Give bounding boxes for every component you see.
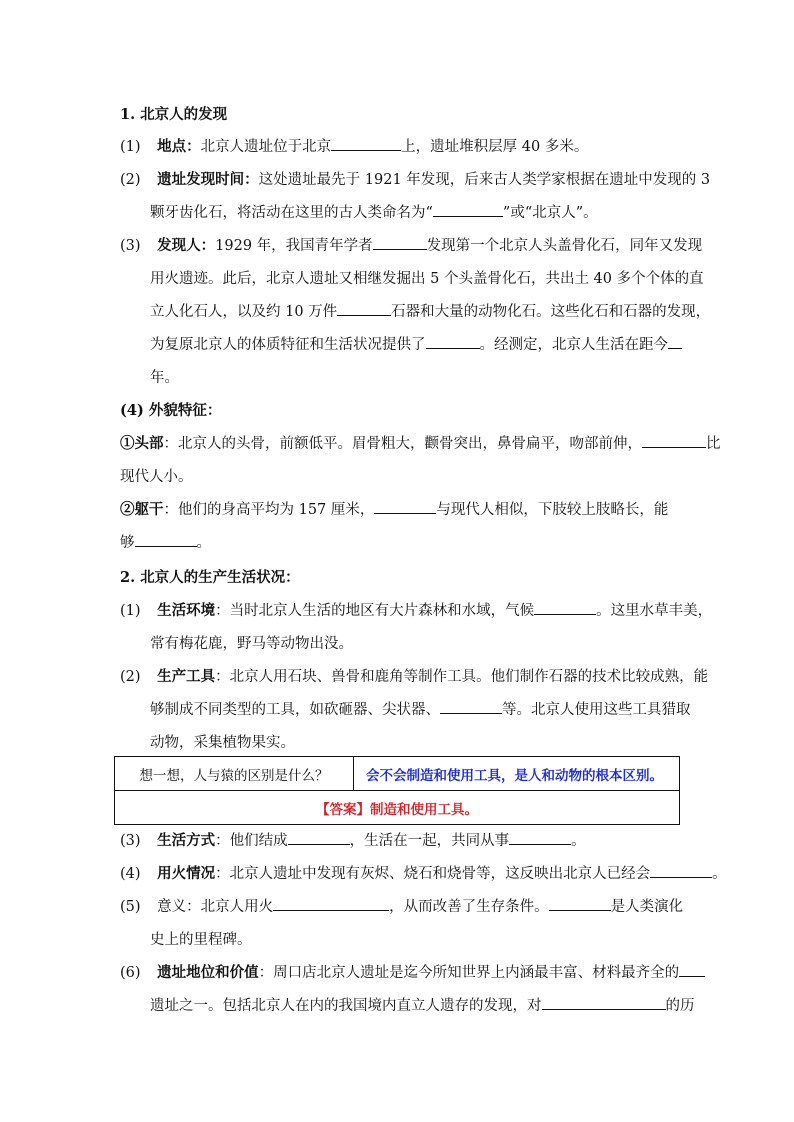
think-answer: 【答案】制造和使用工具。 — [115, 791, 680, 825]
item-2-1-line2: 常有梅花鹿，野马等动物出没。 — [150, 636, 353, 652]
item-2-4: (4) 用火情况：北京人遗址中发现有灰烬、烧石和烧骨等，这反映出北京人已经会 。 — [120, 865, 727, 882]
think-question: 想一想，人与猿的区别是什么？ — [115, 757, 354, 791]
blank[interactable] — [426, 334, 480, 349]
item-2-5-line2: 史上的里程碑。 — [150, 932, 252, 948]
blank[interactable] — [374, 499, 436, 514]
item-2-3: (3) 生活方式：他们结成 ，生活在一起，共同从事 。 — [120, 832, 586, 849]
head-feature-line2: 现代人小。 — [120, 469, 193, 485]
body-feature-line2: 够 。 — [120, 531, 211, 552]
item-2-6: (6) 遗址地位和价值：周口店北京人遗址是迄今所知世界上内涵最丰富、材料最齐全的 — [120, 961, 705, 982]
item-2-2-line2: 够制成不同类型的工具，如砍砸器、尖状器、 等。北京人使用这些工具猎取 — [150, 698, 691, 719]
item-2-1: (1) 生活环境：当时北京人生活的地区有大片森林和水域，气候 。这里水草丰美， — [120, 602, 713, 619]
item-1-2: (2) 遗址发现时间：这处遗址最先于 1921 年发现，后来古人类学家根据在遗址中发现的 3 — [120, 171, 711, 188]
blank[interactable] — [679, 962, 705, 977]
item-1-3: (3) 发现人：1929 年，我国青年学者 发现第一个北京人头盖骨化石，同年又发现 — [120, 237, 703, 254]
item-2-5: (5) 意义：北京人用火 ，从而改善了生存条件。 是人类演化 — [120, 895, 683, 916]
item-2-2: (2) 生产工具：北京人用石块、兽骨和鹿角等制作工具。他们制作石器的技术比较成熟，能 — [120, 668, 709, 685]
blank[interactable] — [433, 202, 503, 217]
item-2-2-line3: 动物，采集植物果实。 — [150, 735, 295, 751]
blank[interactable] — [337, 301, 391, 316]
item-1-3-line5: 年。 — [150, 370, 179, 386]
blank[interactable] — [549, 896, 611, 911]
blank[interactable] — [331, 136, 401, 151]
blank[interactable] — [135, 532, 197, 547]
item-1-3-line2: 用火遗迹。此后，北京人遗址又相继发掘出 5 个头盖骨化石，共出土 40 多个个体的直 — [150, 271, 704, 287]
section-1-title: 1. 北京人的发现 — [120, 106, 228, 123]
blank[interactable] — [650, 863, 712, 878]
section-2-title: 2. 北京人的生产生活状况： — [120, 569, 300, 586]
blank[interactable] — [542, 995, 666, 1010]
blank[interactable] — [668, 334, 682, 349]
blank[interactable] — [642, 433, 706, 448]
blank[interactable] — [534, 600, 596, 615]
body-feature: ②躯干：他们的身高平均为 157 厘米， 与现代人相似，下肢较上肢略长，能 — [120, 501, 669, 518]
item-1-1: (1) 地点：北京人遗址位于北京 上，遗址堆积层厚 40 多米。 — [120, 138, 589, 155]
blank[interactable] — [273, 896, 389, 911]
label-location: 地点： — [157, 138, 201, 155]
blank[interactable] — [288, 830, 350, 845]
think-hint: 会不会制造和使用工具，是人和动物的根本区别。 — [354, 757, 680, 791]
item-1-2-line2: 颗牙齿化石，将活动在这里的古人类命名为“ ”或“北京人”。 — [150, 201, 598, 222]
item-1-3-line4: 为复原北京人的体质特征和生活状况提供了 。经测定，北京人生活在距今 — [150, 333, 682, 354]
item-1-3-line3: 立人化石人，以及约 10 万件 石器和大量的动物化石。这些化石和石器的发现， — [150, 300, 710, 321]
item-2-6-line2: 遗址之一。包括北京人在内的我国境内直立人遗存的发现，对 的历 — [150, 994, 695, 1015]
head-feature: ①头部：北京人的头骨，前额低平。眉骨粗大，颧骨突出，鼻骨扁平，吻部前伸， 比 — [120, 435, 721, 452]
blank[interactable] — [440, 699, 502, 714]
item-1-4-title: (4) 外貌特征： — [120, 402, 222, 419]
blank[interactable] — [373, 235, 427, 250]
blank[interactable] — [509, 830, 571, 845]
think-box — [114, 756, 680, 825]
